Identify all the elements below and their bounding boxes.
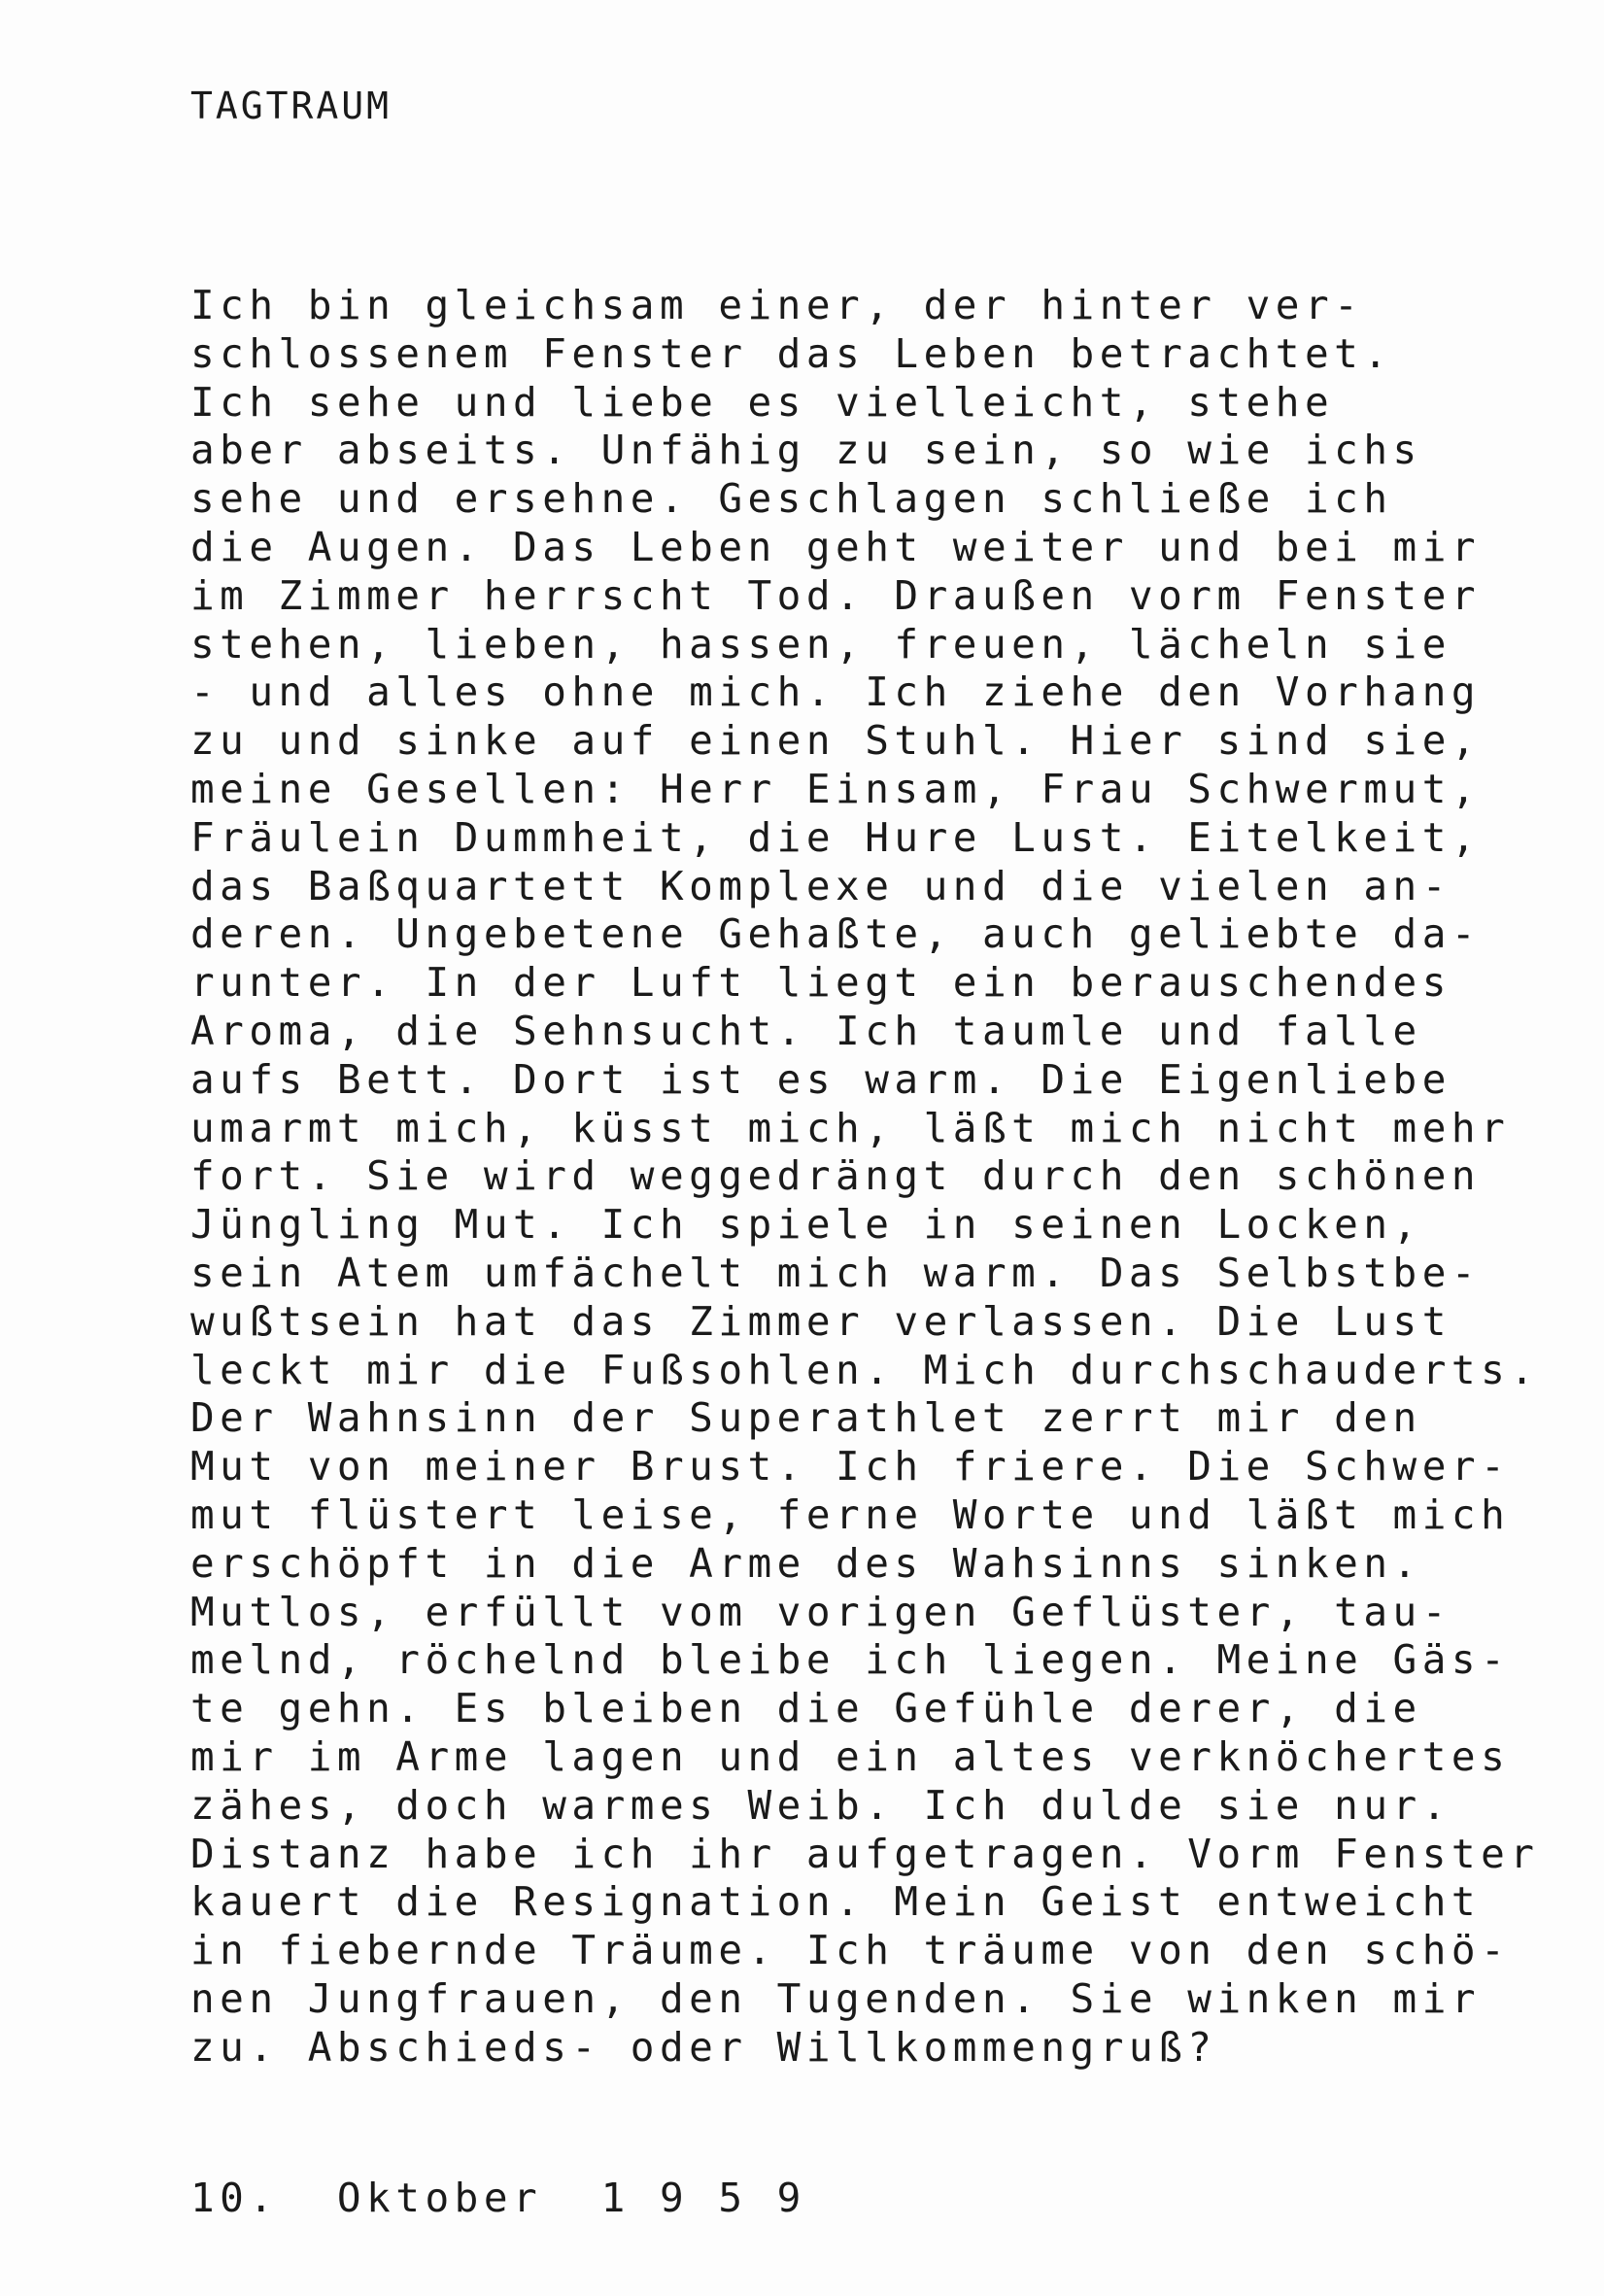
text-line: zu und sinke auf einen Stuhl. Hier sind sie, [190,717,1482,765]
text-line: wußtsein hat das Zimmer verlassen. Die Lust [190,1297,1451,1345]
text-line: Ich bin gleichsam einer, der hinter ver- [190,282,1364,328]
text-line: die Augen. Das Leben geht weiter und bei mir [190,523,1482,570]
text-line: aufs Bett. Dort ist es warm. Die Eigenliebe [190,1055,1451,1103]
text-line: schlossenem Fenster das Leben betrachtet. [190,329,1393,377]
text-line: erschöpft in die Arme des Wahsinns sinken. [190,1539,1422,1587]
text-line: stehen, lieben, hassen, freuen, lächeln sie [190,620,1451,668]
text-line: Mut von meiner Brust. Ich friere. Die Schwer- [190,1443,1511,1491]
text-line: Jüngling Mut. Ich spiele in seinen Locken, [190,1201,1422,1249]
text-line: deren. Ungebetene Gehaßte, auch geliebte da- [190,910,1482,958]
text-line: melnd, röchelnd bleibe ich liegen. Meine Gäs- [190,1636,1511,1684]
text-line: das Baßquartett Komplexe und die vielen an- [190,862,1451,909]
text-line: mir im Arme lagen und ein altes verknöchertes [190,1732,1511,1780]
text-line: meine Gesellen: Herr Einsam, Frau Schwermut, [190,765,1482,812]
text-line: im Zimmer herrscht Tod. Draußen vorm Fenster [190,571,1482,619]
text-line: Aroma, die Sehnsucht. Ich taumle und falle [190,1007,1422,1054]
text-line: zu. Abschieds- oder Willkommengruß? [190,2023,1217,2071]
text-line: leckt mir die Fußsohlen. Mich durchschauderts. [190,1346,1540,1393]
text-line: fort. Sie wird weggedrängt durch den schönen [190,1152,1482,1200]
text-line: kauert die Resignation. Mein Geist entweicht [190,1878,1482,1926]
text-line: Ich sehe und liebe es vielleicht, stehe [190,378,1335,426]
text-line: nen Jungfrauen, den Tugenden. Sie winken mir [190,1974,1482,2022]
text-line: sehe und ersehne. Geschlagen schließe ich [190,475,1393,523]
text-line: Mutlos, erfüllt vom vorigen Geflüster, tau- [190,1588,1451,1635]
text-line: te gehn. Es bleiben die Gefühle derer, die [190,1685,1422,1732]
body-text [190,282,1539,2072]
text-line: aber abseits. Unfähig zu sein, so wie ichs [190,427,1422,474]
text-line: runter. In der Luft liegt ein berauschendes [190,959,1451,1007]
text-line: zähes, doch warmes Weib. Ich dulde sie nur. [190,1781,1451,1829]
text-line: Der Wahnsinn der Superathlet zerrt mir den [190,1394,1422,1442]
text-line: sein Atem umfächelt mich warm. Das Selbstbe- [190,1249,1482,1296]
text-line: - und alles ohne mich. Ich ziehe den Vorhang [190,668,1482,716]
text-line: in fiebernde Träume. Ich träume von den schö- [190,1927,1511,1974]
text-line: mut flüstert leise, ferne Worte und läßt mich [190,1491,1511,1538]
text-line: Distanz habe ich ihr aufgetragen. Vorm Fenster [190,1830,1540,1877]
text-line: Fräulein Dummheit, die Hure Lust. Eitelkeit, [190,813,1482,861]
document-title: TAGTRAUM [190,85,392,127]
document-date: 10. Oktober 1 9 5 9 [190,2175,806,2221]
text-line: umarmt mich, küsst mich, läßt mich nicht mehr [190,1104,1511,1151]
